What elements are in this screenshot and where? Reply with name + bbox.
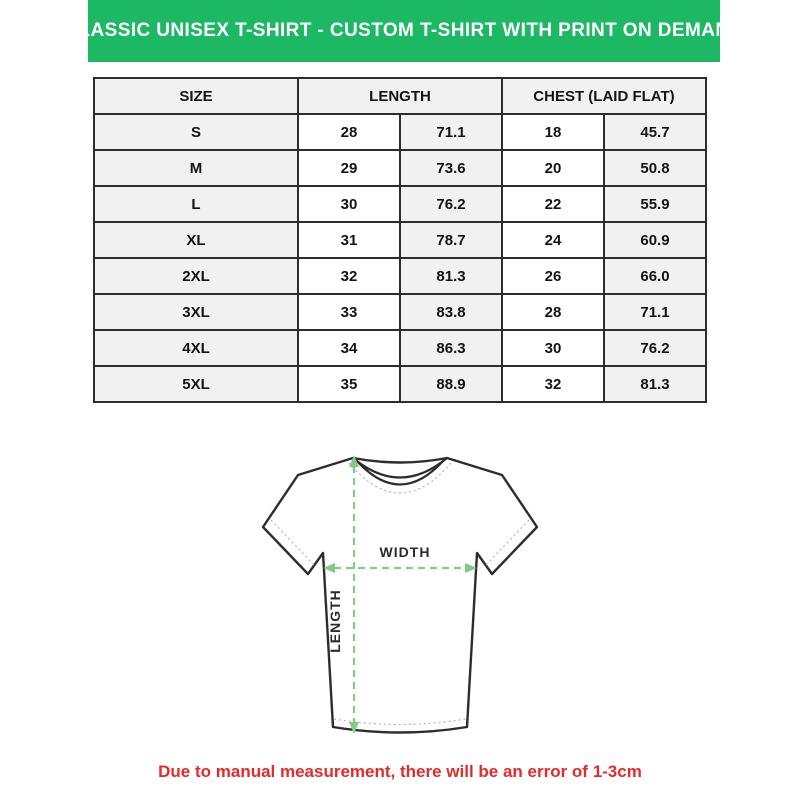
length-in-cell: 28 <box>298 114 400 150</box>
title-banner <box>64 0 744 62</box>
size-table-head <box>94 78 706 114</box>
chest-in-cell: 26 <box>502 258 604 294</box>
column-header-chest: CHEST (LAID FLAT) <box>502 78 706 114</box>
table-row <box>94 294 706 330</box>
tshirt-outline <box>263 458 537 733</box>
column-header-length: LENGTH <box>298 78 502 114</box>
length-cm-cell: 86.3 <box>400 330 502 366</box>
size-cell: 2XL <box>94 258 298 294</box>
chest-in-cell: 28 <box>502 294 604 330</box>
length-cm-cell: 83.8 <box>400 294 502 330</box>
size-cell: 5XL <box>94 366 298 402</box>
chest-cm-cell: 50.8 <box>604 150 706 186</box>
chest-cm-cell: 76.2 <box>604 330 706 366</box>
size-cell: 4XL <box>94 330 298 366</box>
length-cm-cell: 81.3 <box>400 258 502 294</box>
width-label: WIDTH <box>379 544 431 560</box>
table-row <box>94 366 706 402</box>
length-in-cell: 31 <box>298 222 400 258</box>
length-in-cell: 30 <box>298 186 400 222</box>
chest-cm-cell: 81.3 <box>604 366 706 402</box>
size-cell: L <box>94 186 298 222</box>
table-row <box>94 222 706 258</box>
chest-in-cell: 32 <box>502 366 604 402</box>
length-in-cell: 35 <box>298 366 400 402</box>
size-cell: 3XL <box>94 294 298 330</box>
size-cell: S <box>94 114 298 150</box>
chest-cm-cell: 45.7 <box>604 114 706 150</box>
size-table-body <box>94 114 706 402</box>
size-cell: M <box>94 150 298 186</box>
header-row <box>94 78 706 114</box>
length-in-cell: 29 <box>298 150 400 186</box>
length-cm-cell: 78.7 <box>400 222 502 258</box>
table-row <box>94 258 706 294</box>
table-row <box>94 330 706 366</box>
chest-in-cell: 24 <box>502 222 604 258</box>
column-header-size: SIZE <box>94 78 298 114</box>
chest-in-cell: 22 <box>502 186 604 222</box>
table-row <box>94 186 706 222</box>
chest-cm-cell: 60.9 <box>604 222 706 258</box>
tshirt-diagram <box>240 435 560 750</box>
size-table <box>93 77 707 403</box>
size-cell: XL <box>94 222 298 258</box>
table-row <box>94 150 706 186</box>
length-cm-cell: 71.1 <box>400 114 502 150</box>
length-in-cell: 33 <box>298 294 400 330</box>
tshirt-graphic <box>240 435 560 750</box>
page-title: CLASSIC UNISEX T-SHIRT - CUSTOM T-SHIRT WITH PRINT ON DEMAND <box>64 20 744 41</box>
length-cm-cell: 76.2 <box>400 186 502 222</box>
length-cm-cell: 88.9 <box>400 366 502 402</box>
length-in-cell: 34 <box>298 330 400 366</box>
chest-in-cell: 30 <box>502 330 604 366</box>
length-cm-cell: 73.6 <box>400 150 502 186</box>
table-row <box>94 114 706 150</box>
chest-cm-cell: 66.0 <box>604 258 706 294</box>
measurement-note: Due to manual measurement, there will be an error of 1-3cm <box>158 762 642 781</box>
length-label: LENGTH <box>327 589 343 653</box>
chest-cm-cell: 55.9 <box>604 186 706 222</box>
chest-in-cell: 20 <box>502 150 604 186</box>
chest-cm-cell: 71.1 <box>604 294 706 330</box>
chest-in-cell: 18 <box>502 114 604 150</box>
length-in-cell: 32 <box>298 258 400 294</box>
